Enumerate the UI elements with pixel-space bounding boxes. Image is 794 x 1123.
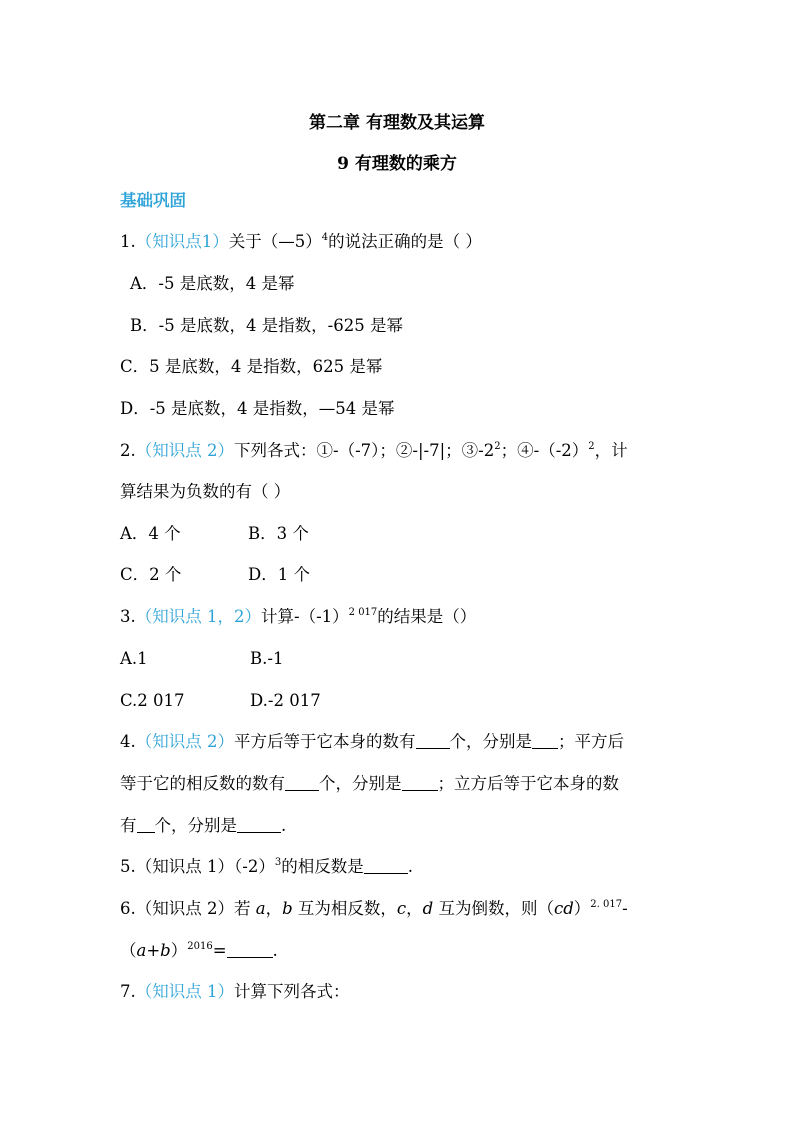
question-3-option-b: B.-1 [250,649,284,668]
question-2-option-a: A．4 个 [120,524,181,543]
knowledge-tag: （知识点 1，2） [135,607,261,626]
question-4-line-1: 4.（知识点 2）平方后等于它本身的数有 个，分别是 ；平方后 [120,732,624,751]
answer-blank[interactable] [416,732,450,749]
question-number: 1. [120,232,136,251]
chapter-title: 第二章 有理数及其运算 [309,113,485,133]
section-label: 基础巩固 [120,191,186,210]
question-4-line-2: 等于它的相反数的数有 个，分别是 ；立方后等于它本身的数 [120,774,619,793]
question-1-option-d: D．-5 是底数，4 是指数，—54 是幂 [120,399,395,418]
answer-blank[interactable] [532,732,558,749]
question-2-stem-line-2: 算结果为负数的有（ ） [120,482,291,501]
question-2-option-d: D．1 个 [248,565,310,584]
answer-blank[interactable] [402,774,438,791]
answer-blank[interactable] [227,941,273,958]
question-4-line-3: 有 个，分别是 . [120,816,287,835]
question-number: 5. [120,857,136,876]
answer-blank[interactable] [237,816,281,833]
knowledge-tag: （知识点 1） [135,857,234,876]
knowledge-tag: （知识点 2） [135,899,234,918]
question-3-option-a: A.1 [120,649,148,668]
question-6-line-2: $(a+b)^{2016}=$ . [120,941,278,960]
question-1-stem: 1.（知识点1）关于（—5）$^4$的说法正确的是（ ） [120,232,482,251]
question-number: 3. [120,607,136,626]
answer-blank[interactable] [137,816,155,833]
question-number: 2. [120,441,136,460]
knowledge-tag: （知识点1） [135,232,229,251]
knowledge-tag: （知识点 1） [135,982,234,1001]
question-2-option-c: C．2 个 [120,565,182,584]
question-number: 7. [120,982,136,1001]
answer-blank[interactable] [285,774,319,791]
question-number: 4. [120,732,136,751]
knowledge-tag: （知识点 2） [135,441,234,460]
question-3-stem: 3.（知识点 1，2）计算$-(-1)^{2 017}$的结果是（） [120,607,477,626]
question-number: 6. [120,899,136,918]
question-6-line-1: 6.（知识点 2）若 a，b 互为相反数，c，d 互为倒数，则（cd）$^{2. 017}$- [120,899,628,918]
section-title: 9 有理数的乘方 [337,154,457,174]
question-1-option-c: C．5 是底数，4 是指数，625 是幂 [120,357,383,376]
answer-blank[interactable] [364,857,408,874]
question-1-option-a: A．-5 是底数，4 是幂 [130,274,295,293]
question-3-option-d: D.-2 017 [250,691,321,710]
question-7-stem: 7.（知识点 1）计算下列各式： [120,982,350,1001]
question-2-stem: 2.（知识点 2）下列各式：①-（-7）；②-|-7|；$③-2^2$；$④-(-2)^2$，计 [120,441,628,460]
question-2-option-b: B．3 个 [248,524,309,543]
question-3-option-c: C.2 017 [120,691,185,710]
question-5-stem: 5.（知识点 $1)(-2)^3$的相反数是 . [120,857,413,876]
knowledge-tag: （知识点 2） [135,732,234,751]
question-1-option-b: B．-5 是底数，4 是指数，-625 是幂 [130,316,403,335]
